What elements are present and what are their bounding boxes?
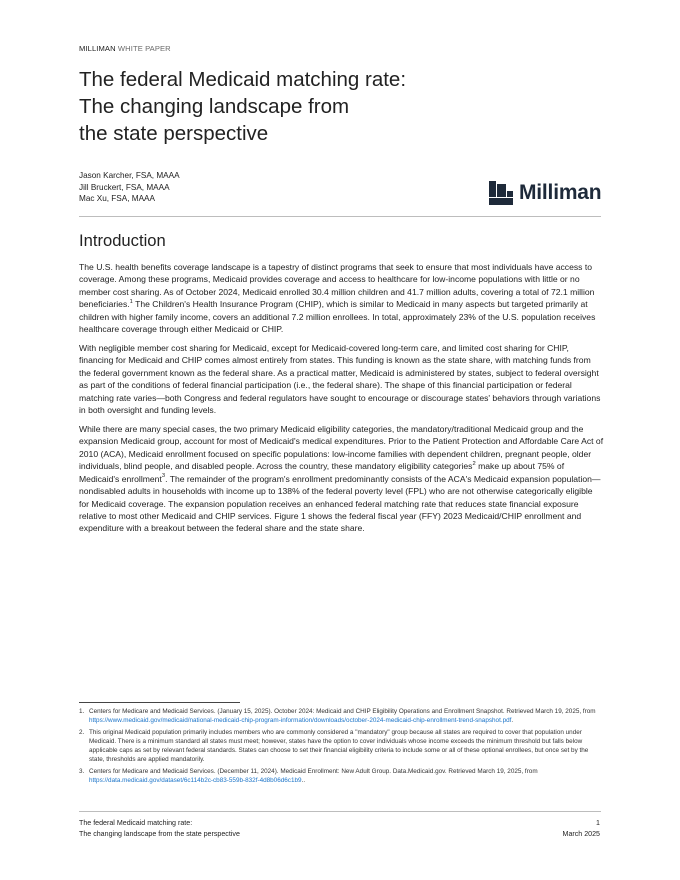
footnote <box>79 768 604 786</box>
brand-name: MILLIMAN <box>79 44 116 53</box>
footnote-body: Centers for Medicare and Medicaid Services. (December 11, 2024). Medicaid Enrollment: New Adult Group. Data.Medicaid.gov. Retrieved March 19, 2025, from <box>89 767 538 775</box>
footnote <box>79 729 604 765</box>
logo-wordmark: Milliman <box>519 181 602 204</box>
footer-title <box>79 818 240 839</box>
footnote-tail: . <box>511 716 514 724</box>
page-title <box>79 66 499 147</box>
paragraph: With negligible member cost sharing for Medicaid, except for Medicaid-covered long-term care, and limited cost sharing for CHIP, financing for Medicaid and CHIP comes almost entirely from states. This funding is known as the state share, with matching funds from the federal government known as the federal share. As a practical matter, Medicaid is administered by states, subject to federal oversight as part of the conditions of federal financial participation (i.e., the federal share). The shape of this financial participation or federal matching rate varies—both Congress and federal regulators have sought to encourage or discourage states' behaviors through variations in both oversight and funding levels. <box>79 343 601 416</box>
footnote-body: This original Medicaid population primarily includes members who are commonly considered a "mandatory" group because all states are required to cover that population under Medicaid. There is a minimum standard all states must meet; however, states have the option to cover individuals whose income exceeds the minimum threshold but falls below applicable caps as set by relevant federal standards. States can choose to set their financial eligibility criteria to include some or all of these optional enrollees, but once set by the state, thresholds are applied mandatorily. <box>89 729 589 763</box>
footnote-divider <box>79 702 240 703</box>
footnote-body: Centers for Medicare and Medicaid Services. (January 15, 2025). October 2024: Medicaid and CHIP Eligibility Operations and Enrollment Snapshot. Retrieved March 19, 2025, from <box>89 708 596 715</box>
author-list <box>79 170 180 205</box>
footer-divider <box>79 811 601 812</box>
paragraph-text: The U.S. health benefits coverage landscape is a tapestry of distinct programs that seek to ensure that most individuals have access to coverage. Among these programs, Medicaid provides coverage and access to healthcare for low-income populations with little or no member cost sharing. As of October 2024, Medicaid enrolled 30.4 million children and 41.7 million adults, covering a total of 72.1 million beneficiaries. <box>79 262 595 310</box>
paragraph-text: The Children's Health Insurance Program (CHIP), which is similar to Medicaid in many aspects but targeted primarily at children with higher family income, covers an additional 7.2 million enrollees. In total, approximately 23% of the U.S. population receives healthcare coverage through either Medicaid or CHIP. <box>79 299 596 335</box>
footnote-ref[interactable]: 1 <box>129 298 133 305</box>
footnote-text <box>89 768 604 786</box>
author: Jill Bruckert, FSA, MAAA <box>79 182 170 192</box>
body-text <box>79 261 604 541</box>
footer-title-line-2: The changing landscape from the state perspective <box>79 829 240 838</box>
footnote-link[interactable]: https://www.medicaid.gov/medicaid/national-medicaid-chip-program-information/downloads/october-2024-medicaid-chip-enrollment-trend-snapshot.pdf <box>89 716 512 724</box>
footnotes <box>79 708 604 789</box>
footer-title-line-1: The federal Medicaid matching rate: <box>79 819 193 827</box>
title-line-3: the state perspective <box>79 122 269 145</box>
milliman-logo <box>489 180 601 206</box>
footnote-number: 2. <box>79 729 85 736</box>
paragraph <box>79 423 604 535</box>
footnote-ref[interactable]: 2 <box>472 460 476 467</box>
header-divider <box>79 216 601 217</box>
header-brand-line <box>79 44 171 53</box>
footnote-link[interactable]: https://data.medicaid.gov/dataset/6c114b2c-cb83-559b-832f-4d8b06d6c1b9 <box>89 776 302 784</box>
section-heading: Introduction <box>79 231 166 250</box>
author: Mac Xu, FSA, MAAA <box>79 194 155 204</box>
footer-meta <box>563 818 600 839</box>
milliman-logo-icon <box>489 181 513 205</box>
page-number: 1 <box>596 819 600 827</box>
paragraph <box>79 261 604 335</box>
footnote-text <box>89 729 604 765</box>
title-line-1: The federal Medicaid matching rate: <box>79 68 407 91</box>
footnote-number: 3. <box>79 767 85 775</box>
paragraph-text: . The remainder of the program's enrollment predominantly consists of the ACA's Medicaid expansion population—nondisabled adults in households with income up to 138% of the federal poverty level (FPL) who are not otherwise categorically eligible for Medicaid coverage. The expansion population receives an enhanced federal matching rate that reduces state financial exposure relative to most other Medicaid and CHIP services. Figure 1 shows the federal fiscal year (FFY) 2023 Medicaid/CHIP enrollment and expenditure with a breakout between the federal share and the state share. <box>79 473 601 534</box>
author: Jason Karcher, FSA, MAAA <box>79 171 180 180</box>
footnote-text <box>89 708 604 726</box>
paragraph-text: make up about 75% of Medicaid's enrollment <box>79 461 565 484</box>
footnote-number: 1. <box>79 708 85 715</box>
footnote <box>79 708 604 726</box>
doc-type: WHITE PAPER <box>117 44 171 53</box>
title-line-2: The changing landscape from <box>79 95 350 118</box>
publication-date: March 2025 <box>562 829 600 838</box>
footnote-tail: .. <box>301 776 306 784</box>
paragraph-text: While there are many special cases, the two primary Medicaid eligibility categories, the mandatory/traditional Medicaid group and the expansion Medicaid group, account for most of Medicaid's medical expenditures. Prior to the Patient Protection and Affordable Care Act of 2010 (ACA), Medicaid enrollment focused on specific populations: low-income families with dependent children, pregnant people, older individuals, blind people, and disabled people. Across the country, these mandatory eligibility categories <box>79 424 604 472</box>
footnote-ref[interactable]: 3 <box>161 473 166 480</box>
